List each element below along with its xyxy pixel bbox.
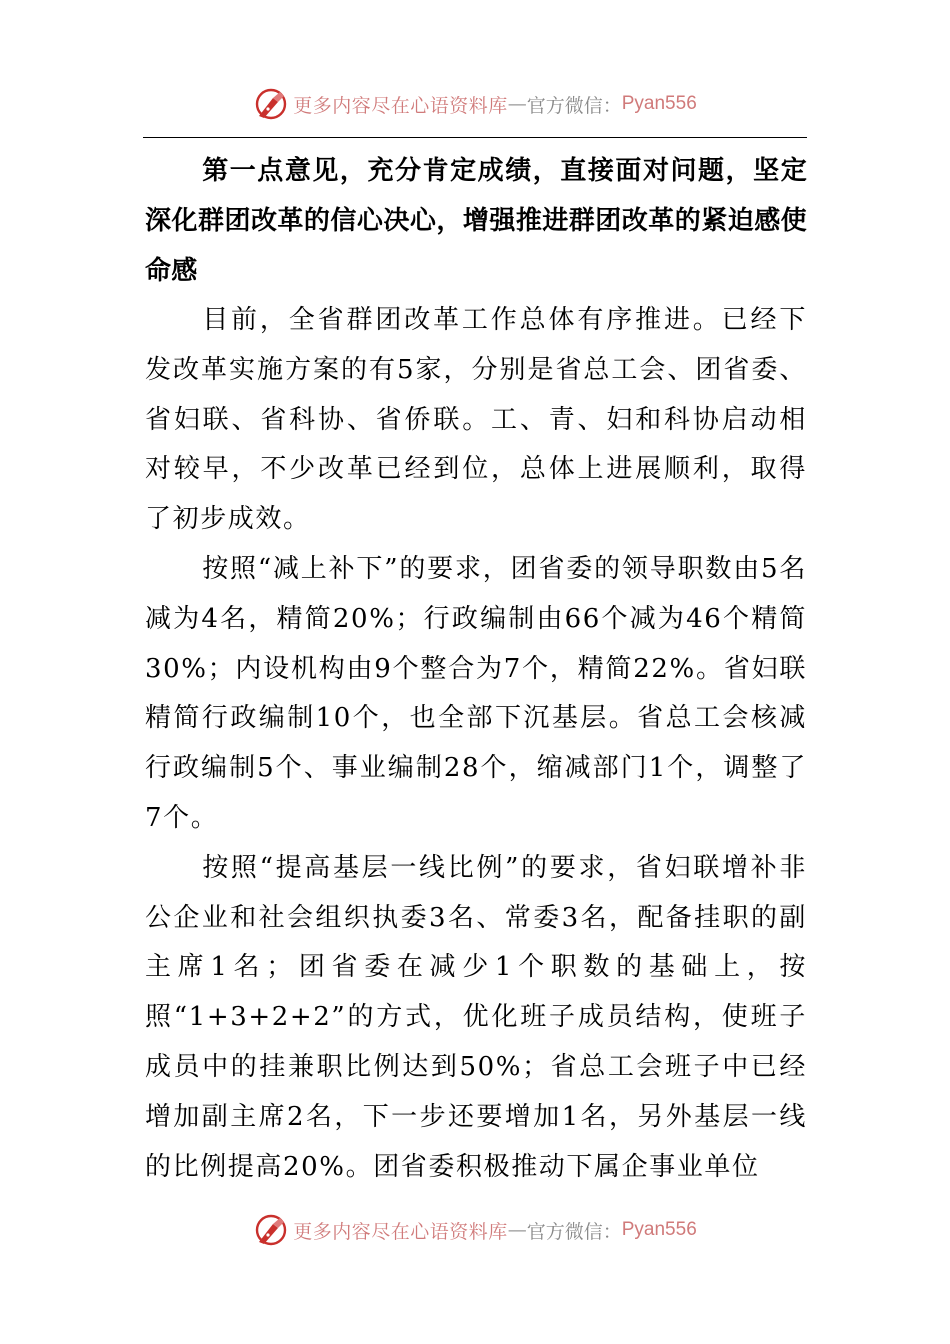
watermark-separator: — [507, 93, 527, 115]
watermark-official-label: 官方微信： [526, 94, 622, 117]
section-heading: 第一点意见，充分肯定成绩，直接面对问题，坚定深化群团改革的信心决心，增强推进群团改革的紧迫感使命感 [145, 156, 807, 286]
header-divider [143, 137, 807, 138]
document-body [145, 146, 807, 1192]
paragraph-3: 按照“提高基层一线比例”的要求，省妇联增补非公企业和社会组织执委3名、常委3名，配备挂职的副主席1名；团省委在减少1个职数的基础上，按照“1+3+2+2”的方式，优化班子成员结构，使班子成员中的挂兼职比例达到50%；省总工会班子中已经增加副主席2名，下一步还要增加1名，另外基层一线的比例提高20%。团省委积极推动下属企事业单位 [145, 852, 807, 1182]
header-watermark [0, 84, 950, 124]
paragraph-2: 按照“减上补下”的要求，团省委的领导职数由5名减为4名，精简20%；行政编制由66个减为46个精简30%；内设机构由9个整合为7个，精简22%。省妇联精简行政编制10个，也全部下沉基层。省总工会核减行政编制5个、事业编制28个，缩减部门1个，调整了7个。 [145, 553, 807, 833]
watermark-site-text: 更多内容尽在心语资料库 [293, 94, 508, 117]
watermark-wechat-id: Pyan556 [621, 93, 697, 114]
pen-nib-logo-icon [253, 1212, 289, 1248]
watermark-separator: — [507, 1219, 527, 1241]
paragraph-1: 目前，全省群团改革工作总体有序推进。已经下发改革实施方案的有5家，分别是省总工会、团省委、省妇联、省科协、省侨联。工、青、妇和科协启动相对较早，不少改革已经到位，总体上进展顺利，取得了初步成效。 [145, 305, 807, 535]
watermark-site-text: 更多内容尽在心语资料库 [293, 1220, 508, 1243]
watermark-official-label: 官方微信： [526, 1220, 622, 1243]
watermark-wechat-id: Pyan556 [621, 1219, 697, 1240]
pen-nib-logo-icon [253, 86, 289, 122]
footer-watermark [0, 1210, 950, 1250]
